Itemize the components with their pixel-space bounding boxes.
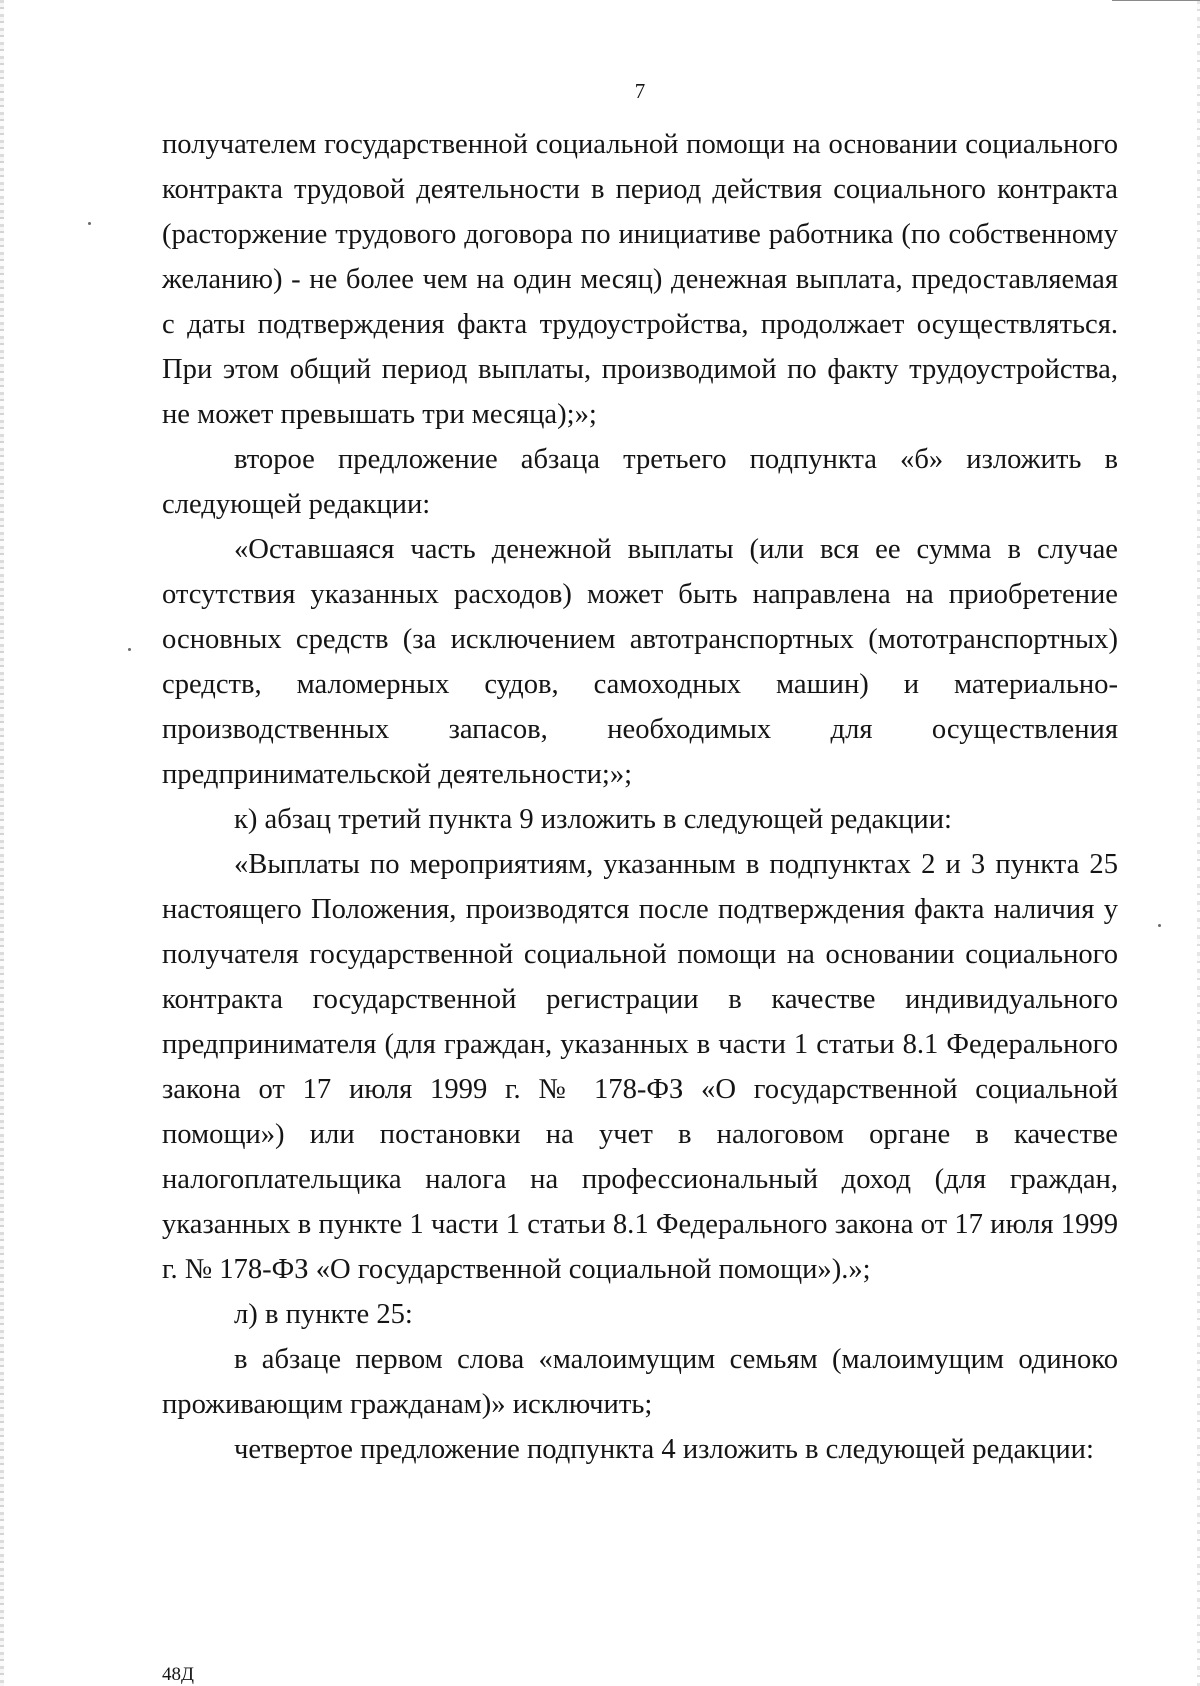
paragraph-item-l: л) в пункте 25: bbox=[234, 1299, 413, 1330]
paragraph-fourth-sentence: четвертое предложение подпункта 4 изложить в следующей редакции: bbox=[234, 1434, 1094, 1465]
document-body bbox=[162, 122, 1118, 1472]
scan-speck bbox=[1158, 924, 1161, 927]
scan-edge-left bbox=[0, 0, 4, 1686]
paragraph-second-sentence: второе предложение абзаца третьего подпункта «б» изложить в следующей редакции: bbox=[162, 444, 1118, 520]
paragraph-first-paragraph-words: в абзаце первом слова «малоимущим семьям (малоимущим одиноко проживающим гражданам)» исключить; bbox=[162, 1344, 1118, 1420]
scan-speck bbox=[128, 648, 131, 651]
paragraph-payments-quote: «Выплаты по мероприятиям, указанным в подпунктах 2 и 3 пункта 25 настоящего Положения, производятся после подтверждения факта наличия у получателя государственной социальной помощи на основании социального контракта государственной регистрации в качестве индивидуального предпринимателя (для граждан, указанных в части 1 статьи 8.1 Федерального закона от 17 июля 1999 г. № 178-ФЗ «О государственной социальной помощи») или постановки на учет в налоговом органе в качестве налогоплательщика налога на профессиональный доход (для граждан, указанных в пункте 1 части 1 статьи 8.1 Федерального закона от 17 июля 1999 г. № 178-ФЗ «О государственной социальной помощи»).»; bbox=[162, 849, 1118, 1285]
paragraph-remaining-part-quote: «Оставшаяся часть денежной выплаты (или вся ее сумма в случае отсутствия указанных расходов) может быть направлена на приобретение основных средств (за исключением автотранспортных (мототранспортных) средств, маломерных судов, самоходных машин) и материально-производственных запасов, необходимых для осуществления предпринимательской деятельности;»; bbox=[162, 534, 1118, 790]
paragraph-item-k: к) абзац третий пункта 9 изложить в следующей редакции: bbox=[234, 804, 952, 835]
scan-speck bbox=[88, 222, 91, 225]
page-number: 7 bbox=[634, 79, 646, 103]
scan-corner-line bbox=[1112, 0, 1200, 1]
paragraph-continuation: получателем государственной социальной помощи на основании социального контракта трудовой деятельности в период действия социального контракта (расторжение трудового договора по инициативе работника (по собственному желанию) - не более чем на один месяц) денежная выплата, предоставляемая с даты подтверждения факта трудоустройства, продолжает осуществляться. При этом общий период выплаты, производимой по факту трудоустройства, не может превышать три месяца);»; bbox=[162, 129, 1118, 430]
footer-document-code: 48Д bbox=[162, 1664, 194, 1685]
